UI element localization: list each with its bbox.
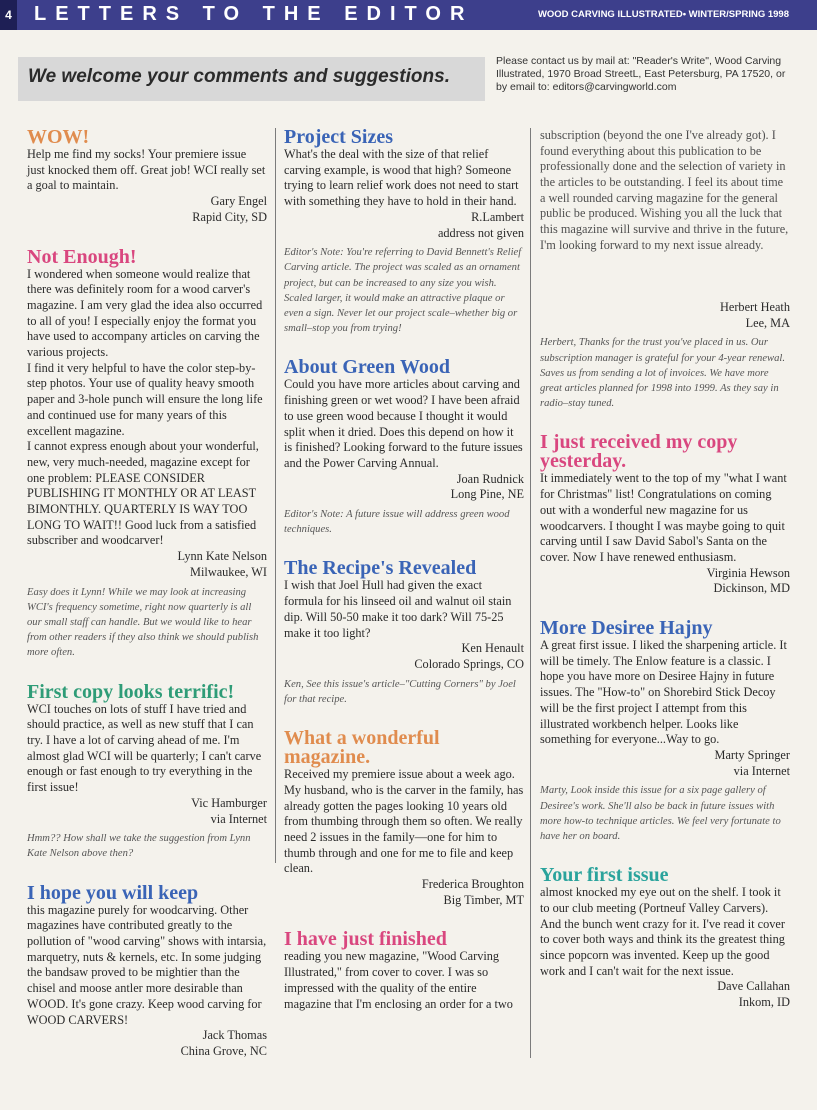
letter-body: I wondered when someone would realize that there was definitely room for a wood carver's magazine. I am very glad the idea also occurred to all of you! I especially enjoy the format you have used to accompany articles on carving the various projects. (27, 266, 263, 360)
editor-note: Editor's Note: A future issue will address green wood techniques. (284, 509, 510, 536)
section-title: LETTERS TO THE EDITOR (34, 3, 474, 25)
issue-label: WOOD CARVING ILLUSTRATED• WINTER/SPRING 1998 (537, 9, 789, 20)
column-divider (275, 128, 276, 863)
column-divider (530, 128, 531, 1058)
letter (27, 128, 267, 226)
letter-body-continued: subscription (beyond the one I've already got). I found everything about this publication to be professionally done and the selection of variety in the articles to be outstanding. I feel its about time a well rounded carving magazine for the general public be produced. Wishing you all the luck that this magazine will survive and thrive in the future, I'm looking forward to my next issue already. (540, 128, 789, 252)
letter (284, 128, 524, 336)
letter-title: The Recipe's Revealed (284, 557, 477, 580)
letter (540, 433, 790, 597)
editor-note: Easy does it Lynn! While we may look at increasing WCI's frequency sometime, right now quarterly is all our small staff can handle. But we would like to hear from other readers if they also think we should publish more often. (27, 586, 259, 659)
letter-body: I cannot express enough about your wonderful, new, very much-needed, magazine except for one problem: PLEASE CONSIDER PUBLISHING IT MONTHLY OR AT LEAST BIMONTHLY. QUARTERLY IS WAY TOO LONG TO WAIT!! Good luck from a satisfied subscriber and woodcarver! (27, 439, 259, 548)
editor-note: Hmm?? How shall we take the suggestion from Lynn Kate Nelson above then? (27, 833, 251, 860)
signature-name: Herbert Heath (720, 300, 790, 314)
contact-info: Please contact us by mail at: "Reader's Write", Wood Carving Illustrated, 1970 Broad StreetL, East Petersburg, PA 17520, or by email to: editors@carvingworld.com (496, 55, 786, 93)
letter-body: A great first issue. I liked the sharpening article. It will be timely. The Enlow feature is a classic. I hope you have more on Desiree Hajny in future issues. The "How-to" on Shorebird Stick Decoy will be the first project I attempt from this illustrated workbench helper. Looks like something for everyone...Way to go. (540, 638, 787, 747)
column-1 (27, 128, 267, 1082)
signature-name: R.Lambert (471, 209, 524, 224)
letter-body: this magazine purely for woodcarving. Other magazines have contributed greatly to the pollution of "wood carving" shows with intarsia, marquetry, nuts & kernels, etc. In some judging the bandsaw proved to be mightier than the chisel and moose antler more desirable than WOOD. It's gone crazy. Keep wood carving for WOOD CARVERS! (27, 902, 267, 1027)
signature-place: China Grove, NC (180, 1043, 267, 1058)
letter-title: What a wonderful magazine. (284, 727, 440, 769)
signature-name: Gary Engel (210, 194, 267, 209)
signature-name: Vic Hamburger (191, 795, 267, 810)
signature-place: Milwaukee, WI (190, 564, 267, 579)
signature-name: Marty Springer (714, 747, 790, 762)
editor-note: Editor's Note: You're referring to David Bennett's Relief Carving article. The project was scaled as an ornament project, but can be increased to any size you wish. Scaled larger, it would make an attractive plaque or even a sign. Never let our project scale–whether big or small–stop you from trying! (284, 247, 522, 335)
letter-title: WOW! (27, 126, 90, 148)
letter-body: It immediately went to the top of my "what I want for Christmas" list! Congratulations on coming out with a wonderful new magazine for us woodcarvers. I thought I was maybe going to quit carving until I saw David Sabol's Santa on the cover. Now I have renewed enthusiasm. (540, 471, 787, 564)
letter-title: First copy looks terrific! (27, 680, 235, 703)
signature-name: Joan Rudnick (456, 471, 524, 486)
signature-place: via Internet (210, 811, 267, 826)
signature-name: Jack Thomas (202, 1028, 267, 1043)
letter-body: WCI touches on lots of stuff I have tried and should practice, as well as new stuff that I can try. I have a lot of carving ahead of me. I'm almost glad WCI will be quarterly; I can't carve enough or fast enough to try everything in the first issue! (27, 701, 262, 795)
signature-place: Dickinson, MD (713, 581, 790, 596)
letter-title: I hope you will keep (27, 881, 199, 904)
signature-place: Lee, MA (745, 315, 790, 330)
letter (284, 930, 524, 1012)
signature-name: Lynn Kate Nelson (177, 549, 267, 564)
letter-body: Help me find my socks! Your premiere issue just knocked them off. Great job! WCI really set a goal to maintain. (27, 147, 266, 193)
letter (284, 358, 524, 537)
signature-place: Inkom, ID (738, 995, 790, 1010)
page-number: 4 (0, 0, 17, 30)
letter (27, 245, 267, 661)
letter-continued (540, 128, 790, 411)
letter (27, 881, 267, 1060)
letter (284, 729, 524, 908)
signature-name: Dave Callahan (717, 979, 790, 994)
signature-place: Colorado Springs, CO (414, 656, 524, 671)
letter-body: Could you have more articles about carving and finishing green or wet wood? I have been afraid to use green wood because I thought it would split when it dried. Does this depend on how it is finished? Looking forward to the future issues and the Power Carving Annual. (284, 377, 523, 470)
letter-body: I find it very helpful to have the color step-by-step photos. Your use of quality heavy smooth paper and 3-hole punch will ensure the long life and continued use for many years of this excellent magazine. (27, 360, 263, 438)
letter-body: reading you new magazine, "Wood Carving Illustrated," from cover to cover. I was so impressed with the quality of the entire magazine that I'm enclosing an order for a two (284, 949, 513, 1011)
letter-body: I wish that Joel Hull had given the exact formula for his linseed oil and walnut oil stain dip. Will 50-50 make it too dark? Will 75-25 make it too light? (284, 578, 512, 640)
letter-title: About Green Wood (284, 356, 450, 379)
signature-place: Long Pine, NE (450, 487, 524, 502)
letter-title: I just received my copy yesterday. (540, 431, 738, 473)
welcome-headline: We welcome your comments and suggestions. (28, 66, 450, 87)
editor-note: Marty, Look inside this issue for a six page gallery of Desiree's work. She'll also be back in future issues with more how-to technique articles. We feel very fortunate to have her on board. (540, 785, 781, 842)
letter-title: More Desiree Hajny (540, 617, 713, 640)
letter (284, 559, 524, 707)
letter (540, 619, 790, 844)
header-banner (0, 0, 817, 30)
column-3 (540, 128, 790, 1033)
letter-title: Project Sizes (284, 126, 394, 148)
letter (27, 680, 267, 862)
signature-name: Virginia Hewson (706, 565, 790, 580)
signature-place: address not given (437, 225, 524, 240)
signature-place: Rapid City, SD (192, 209, 267, 224)
letter-title: Your first issue (540, 864, 669, 887)
signature-place: via Internet (733, 763, 790, 778)
signature-name: Ken Henault (461, 641, 524, 656)
letter-body: Received my premiere issue about a week ago. My husband, who is the carver in the family, has already gotten the pages looking 10 years old from thumbing through them so often. We really need 2 issues in the family—one for him to thumb through and one for me to file and keep clean. (284, 767, 524, 876)
letter-title: Not Enough! (27, 245, 137, 268)
column-2 (284, 128, 524, 1012)
letter-body: almost knocked my eye out on the shelf. I took it to our club meeting (Portneuf Valley Carvers). And the bunch went crazy for it. I've read it cover to cover both ways and think its the greatest thing since popcorn was invented. Keep up the good work and I can't wait for the next issue. (540, 885, 785, 978)
letter (540, 866, 790, 1011)
signature-name: Frederica Broughton (421, 877, 524, 892)
letter-title: I have just finished (284, 928, 447, 951)
welcome-box (18, 57, 485, 101)
letter-body: What's the deal with the size of that relief carving example, is wood that high? Someone trying to learn relief work does not need to start with something they have to hold in their hand. (284, 147, 519, 209)
editor-note: Herbert, Thanks for the trust you've placed in us. Our subscription manager is grateful for your 4-year renewal. Saves us from sending a lot of invoices. We have more great articles planned for 1998 into 1999. As they say in radio–stay tuned. (540, 337, 786, 410)
editor-note: Ken, See this issue's article–"Cutting Corners" by Joel for that recipe. (284, 678, 516, 705)
signature-place: Big Timber, MT (443, 892, 524, 907)
